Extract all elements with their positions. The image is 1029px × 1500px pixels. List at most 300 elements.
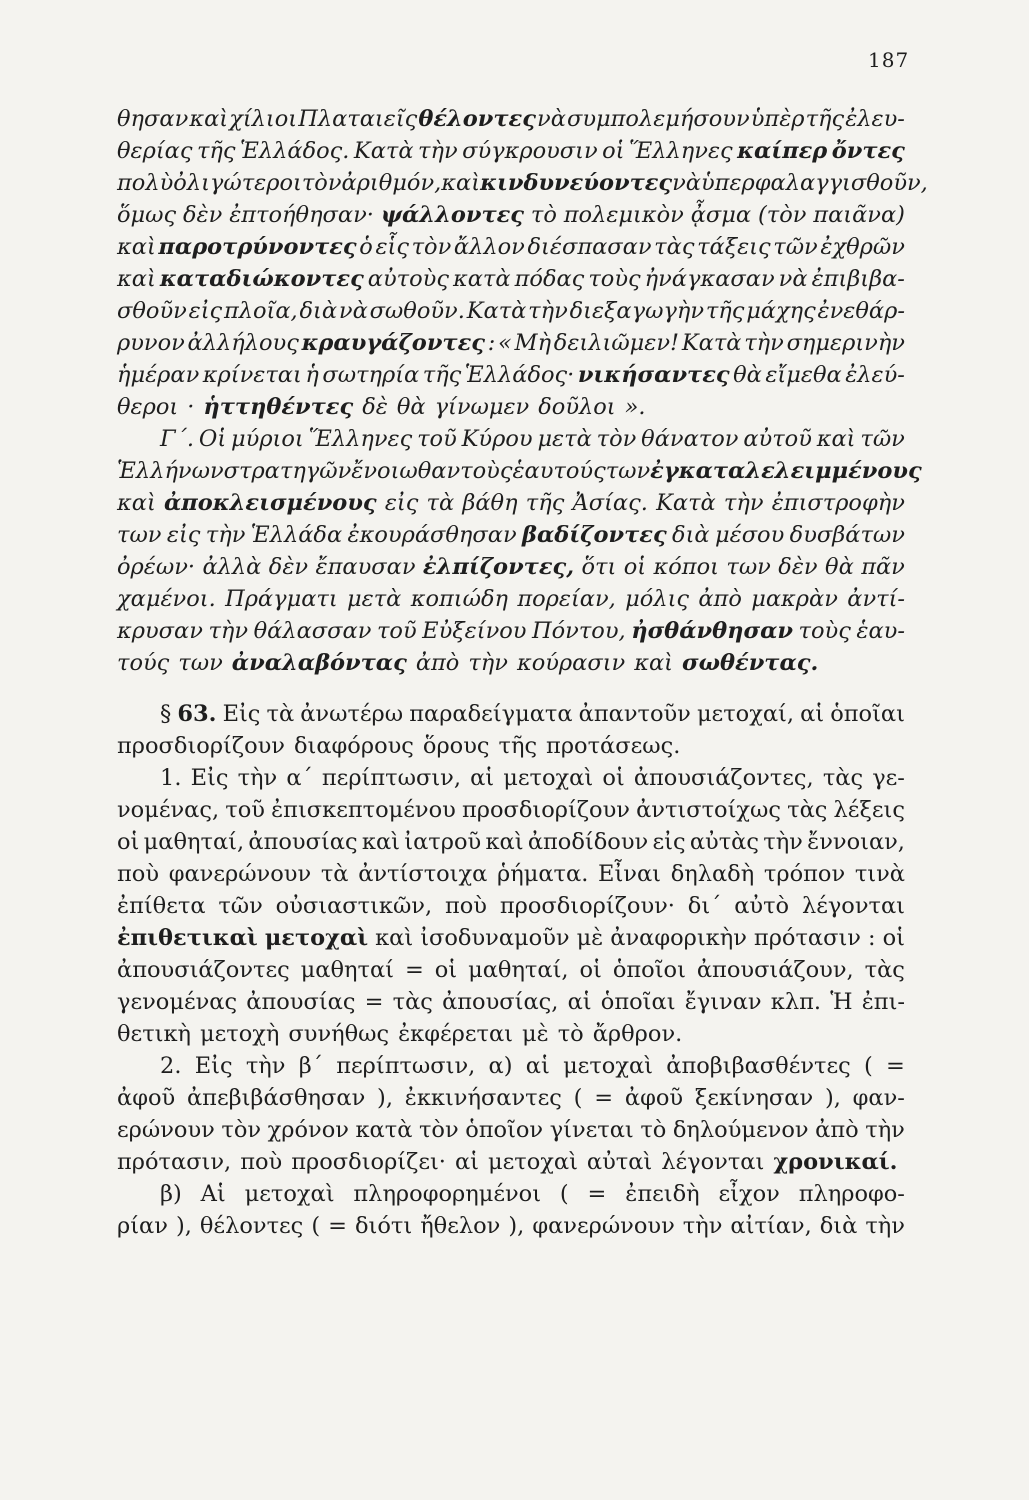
- word: ἐπιθετικαὶ: [117, 925, 258, 951]
- word: §: [160, 701, 172, 727]
- text-line: [117, 327, 905, 359]
- word: ἀποδίδουν: [527, 829, 649, 855]
- word: ὄντες: [831, 138, 905, 164]
- word: βάθη: [462, 490, 518, 516]
- word: Ἡ: [830, 989, 853, 1015]
- word: ἀπὸ: [815, 1117, 859, 1143]
- word: μετοχαὶ: [487, 1149, 578, 1175]
- word: Γ΄.: [160, 426, 195, 452]
- word: μακρὰν: [751, 586, 838, 612]
- word: Εἰς: [194, 1053, 233, 1079]
- word: τοὺς: [588, 266, 641, 292]
- word: σωθέντας.: [682, 650, 819, 676]
- word: ἡττηθέντες: [203, 394, 354, 420]
- word: ἀπὸ: [698, 586, 742, 612]
- word: ὁ: [359, 234, 373, 260]
- text-line: [117, 986, 905, 1018]
- word: τὴν: [865, 1117, 905, 1143]
- word: τοὺς: [798, 618, 851, 644]
- word: δὲν: [268, 554, 309, 580]
- word: τινὰ: [854, 861, 905, 887]
- word: τὴν: [418, 138, 458, 164]
- word: καὶ: [117, 266, 156, 292]
- word: πληροφορημένοι: [353, 1181, 542, 1207]
- word: δειλιῶμεν!: [553, 330, 680, 356]
- word: ἑαυ-: [856, 618, 905, 644]
- word: αἱ: [454, 1149, 479, 1175]
- word: μόλις: [625, 586, 690, 612]
- word: ὑπερφαλαγγισθοῦν,: [700, 170, 928, 196]
- text-line: [117, 794, 905, 826]
- word: 2.: [160, 1053, 182, 1079]
- word: δηλούμενον: [672, 1117, 809, 1143]
- word: τῆς: [196, 138, 236, 164]
- word: Οἱ: [198, 426, 227, 452]
- word: κούρασιν: [516, 650, 626, 676]
- word: δὲν: [778, 554, 818, 580]
- word: ἐπιστροφὴν: [771, 490, 905, 516]
- word: ἐπειδὴ: [625, 1181, 700, 1207]
- word: καὶ: [634, 650, 673, 676]
- word: τὴν: [865, 1213, 905, 1239]
- word: Κύρου: [461, 426, 533, 452]
- word: νὰ: [338, 298, 368, 324]
- word: εἰς: [188, 298, 223, 324]
- word: ἡμέραν: [117, 362, 200, 388]
- word: προσδιορίζει·: [291, 1149, 446, 1175]
- word: τοὺς: [460, 458, 513, 484]
- word: οἱ: [434, 957, 458, 983]
- word: μετοχαὶ: [264, 925, 369, 951]
- word: ἐπι-: [861, 989, 905, 1015]
- word: ἀπεβιβάσθησαν: [186, 1085, 366, 1111]
- word: διέσπασαν: [527, 234, 652, 260]
- word: ὀρέων·: [117, 554, 196, 580]
- word: τὸ: [557, 1021, 584, 1047]
- word: πρότασιν,: [117, 1149, 232, 1175]
- word: θὰ: [825, 554, 854, 580]
- word: ποὺ: [240, 1149, 283, 1175]
- word: Κατὰ: [656, 490, 716, 516]
- word: =: [587, 1181, 607, 1207]
- word: γίνωμεν: [434, 394, 530, 420]
- word: ἔπαυσαν: [315, 554, 416, 580]
- word: (: [311, 1213, 321, 1239]
- word: γίνεται: [549, 1117, 634, 1143]
- word: ἀνωτέρω: [300, 701, 404, 727]
- word: ἠνάγκασαν: [644, 266, 775, 292]
- word: καὶ: [189, 106, 229, 132]
- word: τὴν: [723, 490, 764, 516]
- word: τὴν: [528, 298, 568, 324]
- word: εἰς: [166, 522, 201, 548]
- word: προτάσεως.: [546, 733, 681, 759]
- text-line: [117, 519, 905, 551]
- text-line: [117, 858, 905, 890]
- word: Ἑλλήνων: [117, 458, 224, 484]
- text-line: [117, 615, 905, 647]
- text-line: [117, 135, 905, 167]
- word: φαν-: [852, 1085, 905, 1111]
- word: ἐνεθάρ-: [817, 298, 905, 324]
- word: προσδιορίζουν: [461, 797, 630, 823]
- word: αὐταὶ: [586, 1149, 653, 1175]
- word: σημερινὴν: [786, 330, 905, 356]
- word: ἔνοιωθαν: [351, 458, 461, 484]
- word: δοῦλοι: [538, 394, 616, 420]
- word: τὴν: [468, 650, 508, 676]
- word: πᾶν: [861, 554, 905, 580]
- word: μὲ: [522, 1021, 549, 1047]
- word: ἠσθάνθησαν: [631, 618, 793, 644]
- word: μαθηταί,: [143, 829, 245, 855]
- text-line: [160, 698, 905, 730]
- word: ἀπὸ: [415, 650, 460, 676]
- word: ),: [508, 1213, 525, 1239]
- word: μετὰ: [347, 586, 402, 612]
- word: ὅμως: [117, 202, 177, 228]
- word: ἐπτοήθησαν·: [229, 202, 374, 228]
- word: καὶ: [485, 829, 524, 855]
- word: θάνατον: [641, 426, 739, 452]
- word: δὲ: [362, 394, 388, 420]
- word: Αἱ: [200, 1181, 226, 1207]
- word: κατὰ: [355, 1117, 413, 1143]
- word: τὸν: [596, 426, 637, 452]
- word: διαφόρους: [293, 733, 414, 759]
- word: ἀπουσίας,: [442, 989, 559, 1015]
- text-line: [117, 730, 905, 762]
- text-line: [117, 103, 905, 135]
- word: ἐπισκεπτομένου: [271, 797, 456, 823]
- word: παιᾶνα): [813, 202, 905, 228]
- word: θάλασσαν: [253, 618, 372, 644]
- word: μαθηταί,: [468, 957, 569, 983]
- word: τὰ: [320, 861, 349, 887]
- word: εἰς: [384, 490, 419, 516]
- word: ἀντιστοίχως: [636, 797, 781, 823]
- word: Ἑλλάδος.: [239, 138, 350, 164]
- word: παραδείγματα: [409, 701, 573, 727]
- word: ξεκίνησαν: [694, 1085, 814, 1111]
- word: ἀποβιβασθέντες: [666, 1053, 851, 1079]
- word: καὶ: [117, 490, 156, 516]
- word: Πράγματι: [225, 586, 338, 612]
- text-line: [117, 263, 905, 295]
- word: πορείαν,: [517, 586, 616, 612]
- word: των: [117, 522, 162, 548]
- word: Κατὰ: [353, 138, 414, 164]
- word: ἡ: [305, 362, 319, 388]
- word: μετοχαὶ: [563, 1053, 653, 1079]
- word: 63.: [177, 701, 217, 727]
- word: θὰ: [396, 394, 426, 420]
- word: κρίνεται: [202, 362, 302, 388]
- word: ἀπουσίας: [248, 829, 358, 855]
- word: οἱ: [579, 957, 602, 983]
- word: ἄρθρον.: [592, 1021, 683, 1047]
- word: ἔννοιαν,: [807, 829, 905, 855]
- word: διὰ: [299, 298, 338, 324]
- word: ἄλλον: [453, 234, 525, 260]
- word: δι΄: [687, 893, 722, 919]
- word: στρατηγῶν: [223, 458, 352, 484]
- word: ».: [624, 394, 646, 420]
- text-line: [160, 762, 905, 794]
- word: αἱ: [470, 765, 495, 791]
- word: δηλαδὴ: [670, 861, 755, 887]
- word: Ἕλληνες: [628, 138, 733, 164]
- word: ὅτι: [581, 554, 617, 580]
- word: αἱ: [567, 989, 592, 1015]
- text-line: [117, 826, 905, 858]
- word: σθοῦν: [117, 298, 187, 324]
- word: ἐκφέρεται: [398, 1021, 514, 1047]
- word: ποὺ: [117, 861, 160, 887]
- word: μαθηταί: [300, 957, 394, 983]
- word: Εἶναι: [598, 861, 661, 887]
- word: οὐσιαστικῶν,: [275, 893, 433, 919]
- word: τῶν: [860, 426, 905, 452]
- text-line: [117, 1114, 905, 1146]
- word: ἐκκινήσαντες: [404, 1085, 562, 1111]
- text-line: [117, 551, 905, 583]
- word: ἐπίθετα: [117, 893, 206, 919]
- word: ὁποῖαι: [830, 701, 905, 727]
- word: θὰ: [733, 362, 762, 388]
- word: δὲν: [183, 202, 223, 228]
- word: προσδιορίζουν·: [499, 893, 675, 919]
- word: β΄: [298, 1053, 323, 1079]
- word: τὸ: [530, 202, 557, 228]
- word: εἴμεθα: [765, 362, 842, 388]
- word: πόδας: [514, 266, 585, 292]
- word: μετοχαὶ: [244, 1181, 335, 1207]
- word: φανερώνουν: [168, 861, 312, 887]
- word: θέλοντες: [418, 106, 536, 132]
- text-line: [117, 359, 905, 391]
- word: τῆς: [525, 490, 565, 516]
- word: (: [864, 1053, 873, 1079]
- word: βαδίζοντες: [522, 522, 667, 548]
- text-line: [117, 167, 928, 199]
- word: σωτηρία: [322, 362, 420, 388]
- word: τὸν: [221, 1117, 262, 1143]
- word: καταδιώκοντες: [159, 266, 364, 292]
- word: ὀλιγώτεροι: [173, 170, 302, 196]
- word: νομένας,: [117, 797, 220, 823]
- word: κόποι: [653, 554, 719, 580]
- word: οἱ: [117, 829, 140, 855]
- word: :: [487, 330, 496, 356]
- text-line: [160, 1178, 905, 1210]
- word: αὐτὸ: [734, 893, 790, 919]
- word: :: [867, 925, 876, 951]
- word: τὰς: [654, 234, 695, 260]
- word: καὶ: [816, 426, 856, 452]
- word: ψάλλοντες: [380, 202, 524, 228]
- word: τὸν: [418, 1117, 459, 1143]
- word: μύριοι: [231, 426, 304, 452]
- word: χρόνον: [267, 1117, 349, 1143]
- word: διὰ: [672, 522, 710, 548]
- word: τῶν: [773, 234, 818, 260]
- word: φανερώνουν: [532, 1213, 675, 1239]
- word: τῆς: [705, 298, 745, 324]
- text-line: [117, 1082, 905, 1114]
- word: τὰς: [392, 989, 433, 1015]
- word: ἔγιναν: [684, 989, 762, 1015]
- word: τὰ: [426, 490, 455, 516]
- word: καὶ: [375, 925, 414, 951]
- word: ·: [187, 394, 195, 420]
- word: =: [594, 1085, 614, 1111]
- word: θέλοντες: [199, 1213, 304, 1239]
- word: περίπτωσιν,: [321, 765, 461, 791]
- text-line: [117, 890, 905, 922]
- word: τὰς: [864, 957, 905, 983]
- word: α΄: [286, 765, 313, 791]
- word: καίπερ: [737, 138, 828, 164]
- word: παροτρύνοντες: [158, 234, 357, 260]
- word: λέγονται: [801, 893, 905, 919]
- word: (: [559, 1181, 569, 1207]
- word: Ἀσίας.: [572, 490, 648, 516]
- text-line: [160, 423, 905, 455]
- word: α): [488, 1053, 513, 1079]
- word: καὶ: [441, 170, 481, 196]
- word: Εἰς: [190, 765, 229, 791]
- word: ποὺ: [444, 893, 487, 919]
- word: ἀναλαβόντας: [231, 650, 407, 676]
- word: (: [573, 1085, 583, 1111]
- word: τάξεις: [697, 234, 771, 260]
- word: ὁποῖαι: [600, 989, 676, 1015]
- word: τὴν: [744, 330, 784, 356]
- word: αἱ: [525, 1053, 550, 1079]
- text-line: [117, 455, 922, 487]
- word: τοῦ: [376, 618, 417, 644]
- word: ἐλπίζοντες,: [422, 554, 575, 580]
- word: Ἕλληνες: [308, 426, 413, 452]
- word: τὴν: [208, 618, 249, 644]
- word: τὰ: [266, 701, 295, 727]
- word: ἀπουσιάζουν,: [696, 957, 854, 983]
- word: μετοχὴ: [200, 1021, 280, 1047]
- word: τοῦ: [417, 426, 457, 452]
- word: ὑπὲρ: [750, 106, 805, 132]
- word: σωθοῦν.: [369, 298, 465, 324]
- word: ἀπουσίας: [246, 989, 356, 1015]
- word: ἰσοδυναμοῦν: [420, 925, 570, 951]
- word: θετικὴ: [117, 1021, 192, 1047]
- word: (τὸν: [757, 202, 807, 228]
- word: γε-: [872, 765, 905, 791]
- word: χρονικαί.: [773, 1149, 898, 1175]
- word: κινδυνεύοντες: [480, 170, 673, 196]
- word: ἀποκλεισμένους: [163, 490, 377, 516]
- text-line: [117, 1210, 905, 1242]
- word: Ἑλλάδος·: [464, 362, 575, 388]
- word: μάχης: [746, 298, 816, 324]
- word: =: [404, 957, 424, 983]
- word: τὰς: [787, 797, 828, 823]
- word: κραυγάζοντες: [301, 330, 485, 356]
- word: ὅρους: [422, 733, 490, 759]
- text-line: [117, 922, 905, 954]
- word: λέξεις: [833, 797, 905, 823]
- word: συνήθως: [288, 1021, 390, 1047]
- word: Κατὰ: [681, 330, 742, 356]
- word: «: [498, 330, 512, 356]
- text-line: [117, 487, 905, 519]
- word: εἶχον: [718, 1181, 780, 1207]
- word: κοπιώδη: [410, 586, 508, 612]
- word: ἀφοῦ: [624, 1085, 684, 1111]
- word: αὐτὰς: [689, 829, 759, 855]
- word: των: [178, 650, 223, 676]
- word: Πλαταιεῖς: [298, 106, 418, 132]
- word: =: [364, 989, 384, 1015]
- word: μετοχαὶ: [503, 765, 594, 791]
- word: προσδιορίζουν: [117, 733, 285, 759]
- word: τὴν: [245, 1053, 286, 1079]
- word: ἐπιβιβα-: [811, 266, 905, 292]
- word: ἀλλήλους: [187, 330, 299, 356]
- word: τὴν: [237, 765, 278, 791]
- word: αἱ: [800, 701, 825, 727]
- word: ὁποῖοι: [612, 957, 686, 983]
- word: ἀφοῦ: [117, 1085, 176, 1111]
- word: τῆς: [498, 733, 538, 759]
- word: =: [328, 1213, 347, 1239]
- word: ἀναφορικὴν: [610, 925, 747, 951]
- text-line: [117, 1146, 905, 1178]
- word: θησαν: [117, 106, 189, 132]
- word: ἀντίστοιχα: [358, 861, 488, 887]
- word: ἀντί-: [847, 586, 905, 612]
- word: τὸν: [411, 234, 452, 260]
- text-line: [117, 231, 905, 263]
- word: οἱ: [623, 554, 647, 580]
- word: ἐλευ-: [845, 106, 905, 132]
- word: ἀλλὰ: [202, 554, 262, 580]
- word: τρόπον: [763, 861, 846, 887]
- word: διὰ: [819, 1213, 858, 1239]
- text-line: [117, 295, 905, 327]
- word: Μὴ: [514, 330, 552, 356]
- word: οἱ: [882, 925, 905, 951]
- word: περίπτωσιν,: [336, 1053, 476, 1079]
- word: διεξαγωγὴν: [569, 298, 705, 324]
- word: β): [160, 1181, 182, 1207]
- text-line: [117, 199, 905, 231]
- word: συμπολεμήσουν: [566, 106, 750, 132]
- word: τὴν: [682, 1213, 723, 1239]
- word: ἀπουσιάζοντες: [117, 957, 290, 983]
- word: ἀριθμόν,: [341, 170, 442, 196]
- word: πρότασιν: [753, 925, 861, 951]
- word: δυσβάτων: [789, 522, 905, 548]
- text-line: [117, 1018, 905, 1050]
- word: θερίας: [117, 138, 193, 164]
- word: μὲ: [576, 925, 604, 951]
- word: ἀπαντοῦν: [578, 701, 691, 727]
- word: εἷς: [375, 234, 409, 260]
- text-line: [117, 391, 905, 423]
- word: τὰς: [822, 765, 864, 791]
- word: νὰ: [537, 106, 566, 132]
